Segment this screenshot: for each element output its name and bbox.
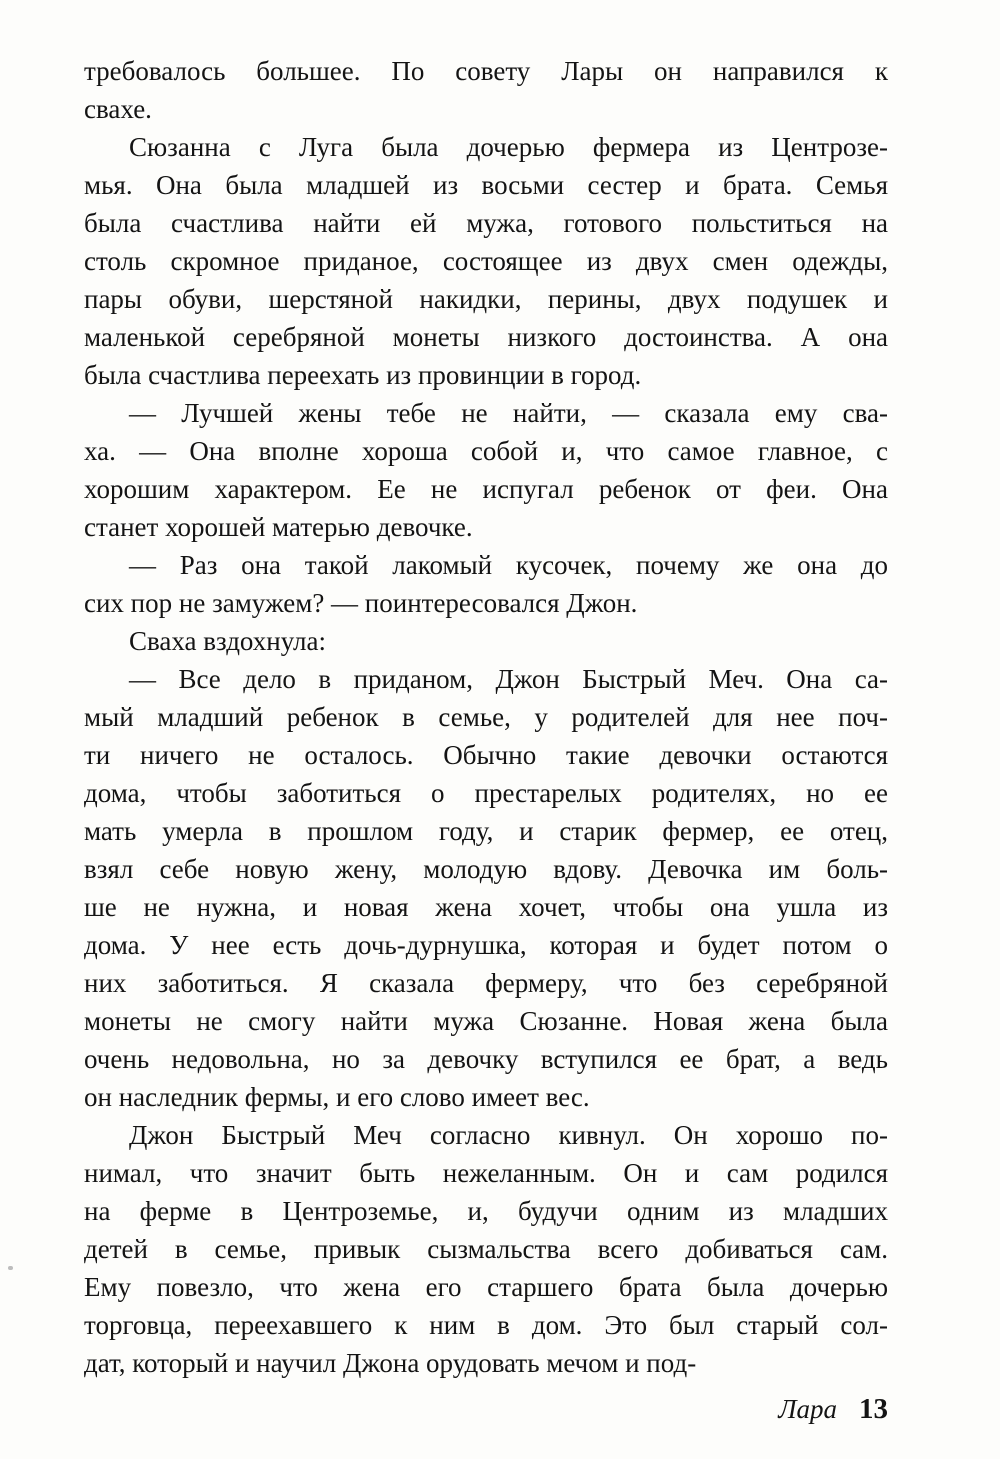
text-line: была счастлива найти ей мужа, готового польститься на	[84, 208, 888, 238]
paragraph	[84, 622, 888, 660]
text-line: ти ничего не осталось. Обычно такие девочки остаются	[84, 740, 888, 770]
text-line: дома. У нее есть дочь-дурнушка, которая и будет потом о	[84, 930, 888, 960]
text-line: — Раз она такой лакомый кусочек, почему же она до	[129, 550, 888, 580]
text-line: станет хорошей матерью девочке.	[84, 512, 473, 542]
text-line: мать умерла в прошлом году, и старик фермер, ее отец,	[84, 816, 888, 846]
scan-speck	[8, 1266, 13, 1270]
text-line: сих пор не замужем? — поинтересовался Джон.	[84, 588, 638, 618]
page-text	[84, 52, 888, 1382]
text-line: пары обуви, шерстяной накидки, перины, двух подушек и	[84, 284, 888, 314]
text-line: мья. Она была младшей из восьми сестер и брата. Семья	[84, 170, 888, 200]
text-line: на ферме в Центроземье, и, будучи одним из младших	[84, 1196, 888, 1226]
text-line: хорошим характером. Ее не испугал ребенок от феи. Она	[84, 474, 888, 504]
paragraph	[84, 52, 888, 128]
text-line: Джон Быстрый Меч согласно кивнул. Он хорошо по-	[129, 1120, 888, 1150]
text-line: нимал, что значит быть нежеланным. Он и сам родился	[84, 1158, 888, 1188]
paragraph	[84, 660, 888, 1116]
text-line: — Лучшей жены тебе не найти, — сказала ему сва-	[129, 398, 888, 428]
text-line: столь скромное приданое, состоящее из двух смен одежды,	[84, 246, 888, 276]
text-line: Сваха вздохнула:	[129, 626, 326, 656]
text-line: ше не нужна, и новая жена хочет, чтобы она ушла из	[84, 892, 888, 922]
text-line: дома, чтобы заботиться о престарелых родителях, но ее	[84, 778, 888, 808]
text-line: монеты не смогу найти мужа Сюзанне. Новая жена была	[84, 1006, 888, 1036]
text-line: очень недовольна, но за девочку вступился ее брат, а ведь	[84, 1044, 888, 1074]
paragraph	[84, 394, 888, 546]
page-footer	[778, 1390, 888, 1428]
paragraph	[84, 546, 888, 622]
text-line: — Все дело в приданом, Джон Быстрый Меч. Она са-	[129, 664, 888, 694]
text-line: торговца, переехавшего к ним в дом. Это был старый сол-	[84, 1310, 888, 1340]
text-line: детей в семье, привык сызмальства всего добиваться сам.	[84, 1234, 888, 1264]
text-line: дат, который и научил Джона орудовать мечом и под-	[84, 1348, 697, 1378]
text-line: Ему повезло, что жена его старшего брата была дочерью	[84, 1272, 888, 1302]
text-line: маленькой серебряной монеты низкого достоинства. А она	[84, 322, 888, 352]
text-line: он наследник фермы, и его слово имеет вес.	[84, 1082, 590, 1112]
text-line: свахе.	[84, 94, 152, 124]
text-line: взял себе новую жену, молодую вдову. Девочка им боль-	[84, 854, 888, 884]
text-line: требовалось большее. По совету Лары он направился к	[84, 56, 888, 86]
page-number: 13	[859, 1393, 888, 1425]
running-title: Лара	[778, 1394, 837, 1424]
paragraph	[84, 128, 888, 394]
text-line: них заботиться. Я сказала фермеру, что без серебряной	[84, 968, 888, 998]
text-line: мый младший ребенок в семье, у родителей для нее поч-	[84, 702, 888, 732]
text-line: Сюзанна с Луга была дочерью фермера из Центрозе-	[129, 132, 888, 162]
text-line: ха. — Она вполне хороша собой и, что самое главное, с	[84, 436, 888, 466]
text-line: была счастлива переехать из провинции в город.	[84, 360, 642, 390]
paragraph	[84, 1116, 888, 1382]
